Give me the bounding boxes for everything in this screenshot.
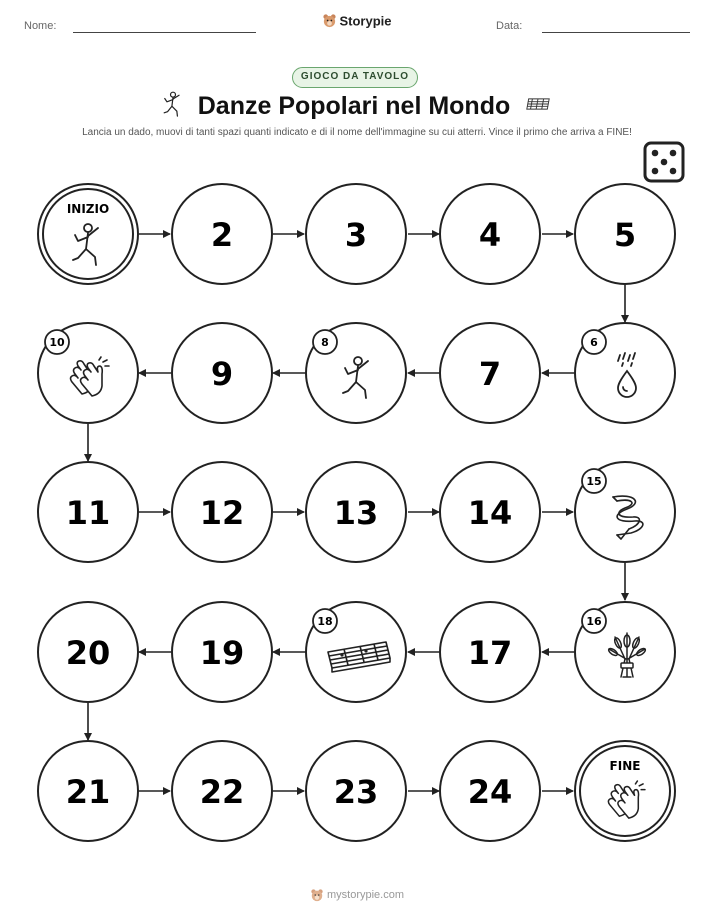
square-number: 4 xyxy=(478,216,502,254)
footer xyxy=(0,888,714,902)
square-18 xyxy=(306,602,406,702)
square-number: 5 xyxy=(613,216,637,254)
square-12 xyxy=(172,462,272,562)
square-number: 20 xyxy=(65,634,111,672)
square-number-badge: 16 xyxy=(586,615,602,628)
square-number-badge: 8 xyxy=(321,336,329,349)
square-15 xyxy=(575,462,675,562)
square-3 xyxy=(306,184,406,284)
instructions: Lancia un dado, muovi di tanti spazi quanti indicato e di il nome dell'immagine su cui atterri. Vince il primo che arriva a FINE! xyxy=(82,127,632,138)
square-number: 19 xyxy=(199,634,245,672)
brand-name: Storypie xyxy=(339,13,392,29)
square-5 xyxy=(575,184,675,284)
square-17 xyxy=(440,602,540,702)
date-label: Data: xyxy=(496,20,523,32)
square-7 xyxy=(440,323,540,423)
square-6 xyxy=(575,323,675,423)
square-number: 24 xyxy=(467,773,513,811)
square-number: 7 xyxy=(478,355,502,393)
name-label: Nome: xyxy=(24,20,57,32)
square-number: 17 xyxy=(467,634,513,672)
square-number: 21 xyxy=(65,773,111,811)
square-number-badge: 18 xyxy=(317,615,333,628)
end-label: FINE xyxy=(609,759,641,773)
square-19 xyxy=(172,602,272,702)
square-21 xyxy=(38,741,138,841)
square-23 xyxy=(306,741,406,841)
square-number: 3 xyxy=(344,216,368,254)
square-number: 9 xyxy=(210,355,234,393)
start-label: INIZIO xyxy=(66,202,110,216)
square-24 xyxy=(440,741,540,841)
square-number: 23 xyxy=(333,773,379,811)
square-number: 14 xyxy=(467,494,513,532)
square-number: 13 xyxy=(333,494,379,532)
bear-mascot-icon xyxy=(310,888,324,902)
square-10 xyxy=(38,323,138,423)
square-22 xyxy=(172,741,272,841)
square-start xyxy=(38,184,138,284)
title-text: Danze Popolari nel Mondo xyxy=(197,92,511,120)
square-16 xyxy=(575,602,675,702)
square-8 xyxy=(306,323,406,423)
square-14 xyxy=(440,462,540,562)
square-number-badge: 10 xyxy=(49,336,65,349)
category-badge: GIOCO DA TAVOLO xyxy=(292,67,418,88)
footer-url[interactable]: mystorypie.com xyxy=(326,888,405,901)
square-number: 2 xyxy=(210,216,234,254)
square-11 xyxy=(38,462,138,562)
square-number: 11 xyxy=(65,494,111,532)
square-20 xyxy=(38,602,138,702)
square-9 xyxy=(172,323,272,423)
square-number-badge: 6 xyxy=(590,336,598,349)
square-end xyxy=(575,741,675,841)
square-number: 12 xyxy=(199,494,245,532)
square-2 xyxy=(172,184,272,284)
square-4 xyxy=(440,184,540,284)
square-13 xyxy=(306,462,406,562)
square-number: 22 xyxy=(199,773,245,811)
square-number-badge: 15 xyxy=(586,475,602,488)
